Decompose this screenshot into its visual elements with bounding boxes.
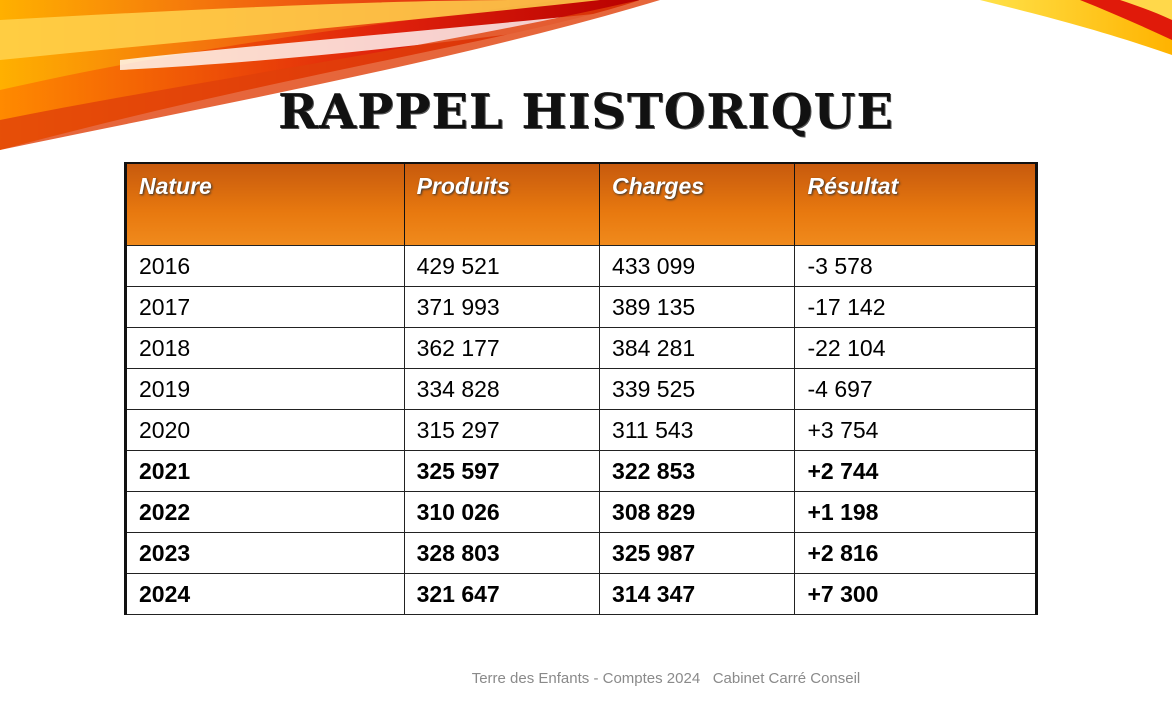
cell-charges: 311 543 [600, 410, 795, 451]
cell-produits: 334 828 [404, 369, 599, 410]
cell-produits: 315 297 [404, 410, 599, 451]
cell-charges: 325 987 [600, 533, 795, 574]
header-charges: Charges [600, 163, 795, 246]
cell-charges: 308 829 [600, 492, 795, 533]
cell-year: 2021 [126, 451, 405, 492]
table-row [126, 328, 1037, 369]
cell-produits: 310 026 [404, 492, 599, 533]
table-header-row [126, 163, 1037, 246]
cell-resultat: +3 754 [795, 410, 1037, 451]
cell-year: 2020 [126, 410, 405, 451]
cell-resultat: +2 816 [795, 533, 1037, 574]
cell-charges: 314 347 [600, 574, 795, 615]
cell-charges: 433 099 [600, 246, 795, 287]
table-row [126, 574, 1037, 615]
cell-year: 2016 [126, 246, 405, 287]
cell-resultat: -4 697 [795, 369, 1037, 410]
cell-year: 2023 [126, 533, 405, 574]
table-row [126, 451, 1037, 492]
cell-year: 2018 [126, 328, 405, 369]
cell-resultat: -22 104 [795, 328, 1037, 369]
cell-produits: 328 803 [404, 533, 599, 574]
cell-year: 2024 [126, 574, 405, 615]
footer [0, 670, 1172, 687]
table-row [126, 369, 1037, 410]
footer-document-label: Terre des Enfants - Comptes 2024 [471, 670, 701, 687]
history-table [124, 162, 1038, 615]
cell-charges: 384 281 [600, 328, 795, 369]
slide-title: RAPPEL HISTORIQUE [278, 84, 894, 140]
header-nature: Nature [126, 163, 405, 246]
cell-resultat: +1 198 [795, 492, 1037, 533]
footer-firm-label: Cabinet Carré Conseil [712, 670, 861, 687]
cell-resultat: +2 744 [795, 451, 1037, 492]
cell-produits: 429 521 [404, 246, 599, 287]
cell-produits: 371 993 [404, 287, 599, 328]
header-resultat: Résultat [795, 163, 1037, 246]
cell-year: 2017 [126, 287, 405, 328]
table-row [126, 287, 1037, 328]
cell-produits: 362 177 [404, 328, 599, 369]
cell-year: 2022 [126, 492, 405, 533]
cell-produits: 321 647 [404, 574, 599, 615]
table-row [126, 533, 1037, 574]
header-produits: Produits [404, 163, 599, 246]
cell-resultat: -17 142 [795, 287, 1037, 328]
cell-year: 2019 [126, 369, 405, 410]
table-row [126, 410, 1037, 451]
table-row [126, 492, 1037, 533]
cell-resultat: -3 578 [795, 246, 1037, 287]
table-row [126, 246, 1037, 287]
cell-charges: 389 135 [600, 287, 795, 328]
cell-charges: 322 853 [600, 451, 795, 492]
cell-produits: 325 597 [404, 451, 599, 492]
cell-resultat: +7 300 [795, 574, 1037, 615]
cell-charges: 339 525 [600, 369, 795, 410]
